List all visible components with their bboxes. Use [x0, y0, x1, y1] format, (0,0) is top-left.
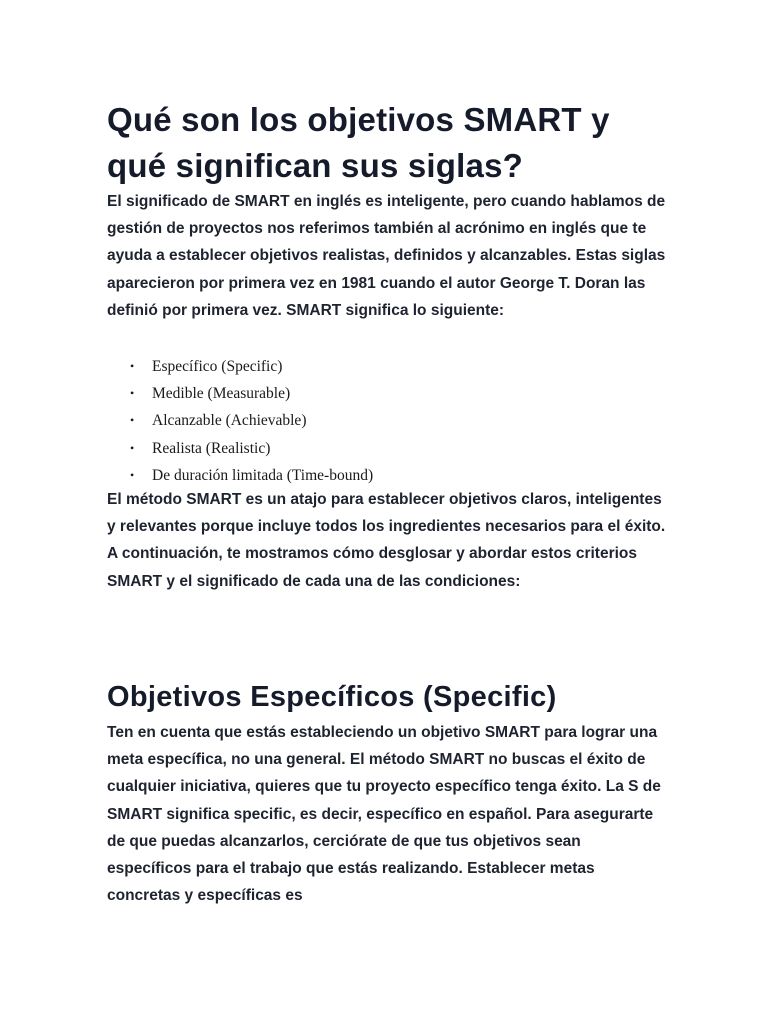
list-item-text: Alcanzable (Achievable) [152, 412, 307, 430]
smart-list [107, 353, 672, 489]
list-item [130, 353, 672, 380]
section-paragraph: Ten en cuenta que estás estableciendo un objetivo SMART para lograr una meta específica, no una general. El método SMART no buscas el éxito de cualquier iniciativa, quieres que tu proyecto específico tenga éxito. La S de SMART significa specific, es decir, específico en español. Para asegurarte de que puedas alcanzarlos, cerciórate de que tus objetivos sean específicos para el trabajo que estás realizando. Establecer metas concretas y específicas es [107, 724, 661, 905]
list-item [130, 435, 672, 462]
list-item-text: De duración limitada (Time-bound) [152, 466, 374, 484]
list-item [130, 380, 672, 407]
bullet-icon: • [130, 467, 135, 482]
bullet-icon: • [130, 413, 135, 428]
list-item-text: Específico (Specific) [152, 358, 283, 375]
method-paragraph: El método SMART es un atajo para establecer objetivos claros, inteligentes y relevantes porque incluye todos los ingredientes necesarios para el éxito. A continuación, te mostramos cómo desglosar y abordar estos criterios SMART y el significado de cada una de las condiciones: [107, 491, 666, 590]
list-item-text: Medible (Measurable) [152, 385, 291, 403]
page-title: Qué son los objetivos SMART y qué significan sus siglas? [107, 101, 610, 184]
list-item-text: Realista (Realistic) [152, 439, 271, 457]
bullet-icon: • [130, 440, 135, 455]
section-heading: Objetivos Específicos (Specific) [107, 681, 557, 713]
list-item [130, 407, 672, 434]
list-item [130, 462, 672, 489]
bullet-icon: • [130, 359, 135, 373]
intro-paragraph: El significado de SMART en inglés es inteligente, pero cuando hablamos de gestión de proyectos nos referimos también al acrónimo en inglés que te ayuda a establecer objetivos realistas, definidos y alcanzables. Estas siglas aparecieron por primera vez en 1981 cuando el autor George T. Doran las definió por primera vez. SMART significa lo siguiente: [107, 193, 666, 319]
bullet-icon: • [130, 386, 135, 401]
